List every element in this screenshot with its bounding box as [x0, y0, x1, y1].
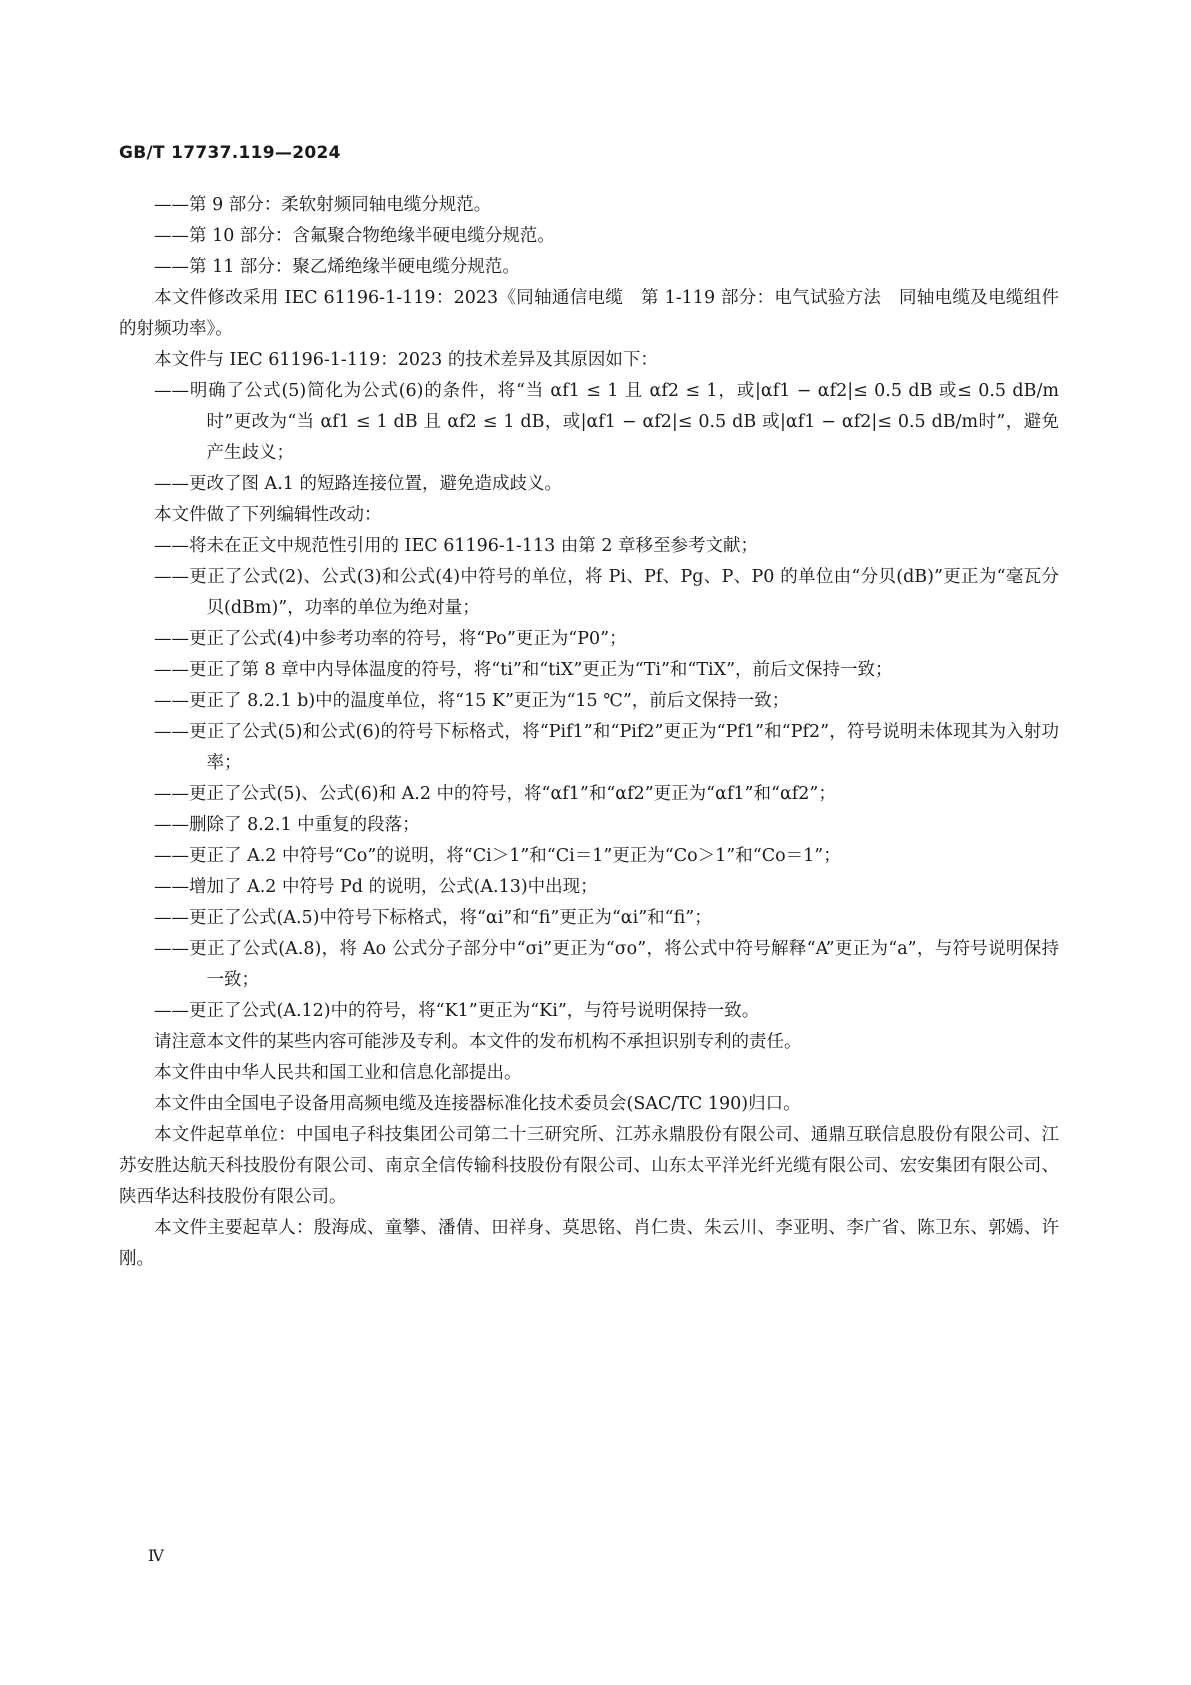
list-item: ——更正了公式(4)中参考功率的符号，将“Po”更正为“P0”； — [154, 629, 627, 649]
paragraph: 本文件主要起草人：殷海成、童攀、潘倩、田祥身、莫思铭、肖仁贵、朱云川、李亚明、李广省、陈卫东、郭嫣、许刚。 — [119, 1218, 1059, 1269]
list-item: ——第 10 部分：含氟聚合物绝缘半硬电缆分规范。 — [154, 226, 555, 246]
list-item: ——更正了公式(5)和公式(6)的符号下标格式，将“Pif1”和“Pif2”更正为“Pf1”和“Pf2”，符号说明未体现其为入射功率； — [154, 722, 1059, 773]
list-item: ——将未在正文中规范性引用的 IEC 61196-1-113 由第 2 章移至参考文献； — [154, 536, 759, 556]
paragraph: 请注意本文件的某些内容可能涉及专利。本文件的发布机构不承担识别专利的责任。 — [154, 1032, 802, 1052]
list-item: ——第 9 部分：柔软射频同轴电缆分规范。 — [154, 195, 492, 215]
page-number: Ⅳ — [148, 1546, 164, 1565]
list-item: ——更正了公式(2)、公式(3)和公式(4)中符号的单位，将 Pi、Pf、Pg、P、P0 的单位由“分贝(dB)”更正为“毫瓦分贝(dBm)”，功率的单位为绝对量； — [154, 567, 1059, 618]
list-item: ——第 11 部分：聚乙烯绝缘半硬电缆分规范。 — [154, 257, 520, 277]
paragraph: 本文件修改采用 IEC 61196-1-119：2023《同轴通信电缆 第 1-119 部分：电气试验方法 同轴电缆及电缆组件的射频功率》。 — [119, 288, 1059, 339]
paragraph: 本文件由中华人民共和国工业和信息化部提出。 — [154, 1063, 522, 1083]
list-item: ——更正了公式(A.8)，将 Ao 公式分子部分中“σi”更正为“σo”，将公式中符号解释“A”更正为“a”，与符号说明保持一致； — [154, 939, 1059, 990]
list-item: ——删除了 8.2.1 中重复的段落； — [154, 815, 420, 835]
paragraph: 本文件由全国电子设备用高频电缆及连接器标准化技术委员会(SAC/TC 190)归口。 — [154, 1094, 801, 1114]
list-item: ——更正了公式(A.12)中的符号，将“K1”更正为“Ki”，与符号说明保持一致。 — [154, 1001, 760, 1021]
list-item: ——更正了 8.2.1 b)中的温度单位，将“15 K”更正为“15 ℃”，前后文保持一致； — [154, 691, 790, 711]
list-item: ——更正了公式(5)、公式(6)和 A.2 中的符号，将“αf1”和“αf2”更正为“αf1”和“αf2”； — [154, 784, 836, 804]
list-item: ——更正了 A.2 中符号“Co”的说明，将“Ci＞1”和“Ci＝1”更正为“Co＞1”和“Co＝1”； — [154, 846, 841, 866]
list-item: ——增加了 A.2 中符号 Pd 的说明，公式(A.13)中出现； — [154, 877, 598, 897]
foreword-body — [119, 190, 1059, 1275]
paragraph: 本文件做了下列编辑性改动： — [154, 505, 382, 525]
list-item: ——更正了公式(A.5)中符号下标格式，将“αi”和“fi”更正为“αi”和“fi”； — [154, 908, 712, 928]
list-item: ——更正了第 8 章中内导体温度的符号，将“ti”和“tiX”更正为“Ti”和“TiX”，前后文保持一致； — [154, 660, 893, 680]
list-item: ——明确了公式(5)简化为公式(6)的条件，将“当 αf1 ≤ 1 且 αf2 ≤ 1，或|αf1 − αf2|≤ 0.5 dB 或≤ 0.5 dB/m 时”更改为“当 αf1 ≤ 1 dB 且 αf2 ≤ 1 dB，或|αf1 − αf2|≤ 0.5 dB 或|αf1 − αf2|≤ 0.5 dB/m时”，避免产生歧义； — [154, 381, 1059, 463]
paragraph: 本文件起草单位：中国电子科技集团公司第二十三研究所、江苏永鼎股份有限公司、通鼎互联信息股份有限公司、江苏安胜达航天科技股份有限公司、南京全信传输科技股份有限公司、山东太平洋光纤光缆有限公司、宏安集团有限公司、陕西华达科技股份有限公司。 — [119, 1125, 1059, 1207]
paragraph: 本文件与 IEC 61196-1-119：2023 的技术差异及其原因如下： — [154, 350, 658, 370]
list-item: ——更改了图 A.1 的短路连接位置，避免造成歧义。 — [154, 474, 562, 494]
document-id: GB/T 17737.119—2024 — [119, 143, 341, 163]
